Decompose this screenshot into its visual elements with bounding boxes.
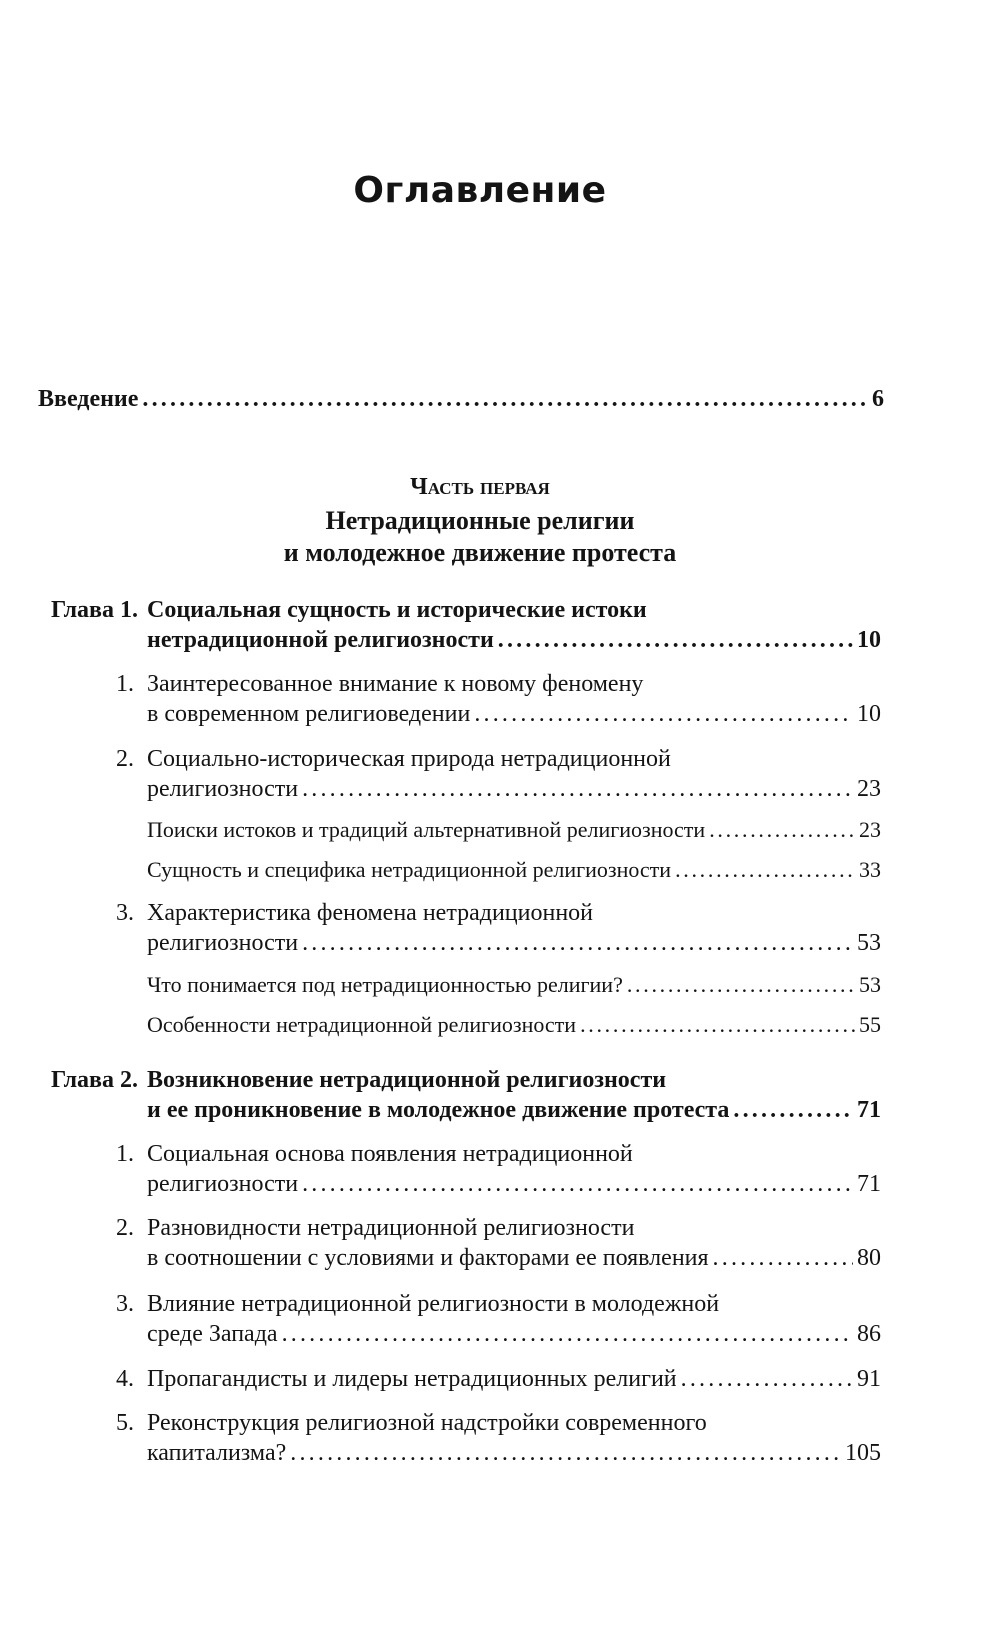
part-label: Часть первая xyxy=(410,474,550,500)
page-number: 55 xyxy=(859,1012,881,1037)
chapter-number: Глава 2. xyxy=(51,1067,138,1093)
subsection-title: Особенности нетрадиционной религиозности xyxy=(147,1012,577,1037)
page-number: 91 xyxy=(857,1366,881,1392)
chapter-number: Глава 1. xyxy=(51,597,138,623)
section-title-line2: среде Запада xyxy=(147,1321,278,1347)
section-title-line2: в современном религиоведении xyxy=(147,701,471,727)
toc-subsection[interactable] xyxy=(0,815,1000,845)
entry-label: Введение xyxy=(38,386,139,412)
section-number: 2. xyxy=(116,1215,134,1241)
chapter-title-line2: нетрадиционной религиозности xyxy=(147,627,494,653)
section-title-line1: Пропагандисты и лидеры нетрадиционных религий xyxy=(147,1366,677,1392)
leader-dots xyxy=(709,815,855,845)
page-number: 53 xyxy=(859,972,881,997)
leader-dots xyxy=(282,1319,853,1349)
page-title: Оглавление xyxy=(353,170,607,211)
page-number: 10 xyxy=(857,627,881,653)
chapter-title-line1: Социальная сущность и исторические истоки xyxy=(147,597,647,623)
leader-dots xyxy=(302,774,853,804)
part-title-line1: Нетрадиционные религии xyxy=(325,506,635,535)
subsection-title: Сущность и специфика нетрадиционной религиозности xyxy=(147,857,672,882)
leader-dots xyxy=(142,384,868,414)
section-number: 1. xyxy=(116,1141,134,1167)
toc-subsection[interactable] xyxy=(0,1010,1000,1040)
section-title-line2: религиозности xyxy=(147,930,299,956)
leader-dots xyxy=(580,1010,855,1040)
section-number: 2. xyxy=(116,746,134,772)
section-number: 5. xyxy=(116,1410,134,1436)
section-title-line2: капитализма? xyxy=(147,1440,287,1466)
section-number: 3. xyxy=(116,900,134,926)
page-number: 86 xyxy=(857,1321,881,1347)
section-title-line2: религиозности xyxy=(147,1171,299,1197)
section-title-line1: Заинтересованное внимание к новому феномену xyxy=(147,671,644,697)
leader-dots xyxy=(713,1243,853,1273)
toc-subsection[interactable] xyxy=(0,970,1000,1000)
leader-dots xyxy=(498,625,853,655)
page-number: 6 xyxy=(872,386,884,412)
page-number: 71 xyxy=(857,1097,881,1123)
page-number: 33 xyxy=(859,857,881,882)
leader-dots xyxy=(290,1438,841,1468)
leader-dots xyxy=(302,1169,853,1199)
page-number: 23 xyxy=(857,776,881,802)
section-number: 4. xyxy=(116,1366,134,1392)
toc-entry-introduction[interactable] xyxy=(0,384,1000,414)
section-number: 1. xyxy=(116,671,134,697)
subsection-title: Что понимается под нетрадиционностью религии? xyxy=(147,972,623,997)
leader-dots xyxy=(681,1364,853,1394)
leader-dots xyxy=(302,928,853,958)
page-number: 23 xyxy=(859,817,881,842)
page-number: 80 xyxy=(857,1245,881,1271)
section-number: 3. xyxy=(116,1291,134,1317)
page-number: 71 xyxy=(857,1171,881,1197)
leader-dots xyxy=(474,699,853,729)
chapter-title-line2: и ее проникновение в молодежное движение протеста xyxy=(147,1097,730,1123)
page-number: 10 xyxy=(857,701,881,727)
section-title-line2: религиозности xyxy=(147,776,299,802)
section-title-line1: Разновидности нетрадиционной религиозности xyxy=(147,1215,635,1241)
leader-dots xyxy=(627,970,855,1000)
page-number: 53 xyxy=(857,930,881,956)
section-title-line1: Социально-историческая природа нетрадиционной xyxy=(147,746,671,772)
toc-section-2-4[interactable] xyxy=(0,1364,1000,1394)
chapter-title-line1: Возникновение нетрадиционной религиозности xyxy=(147,1067,667,1093)
part-title-line2: и молодежное движение протеста xyxy=(283,538,677,567)
section-title-line2: в соотношении с условиями и факторами ее появления xyxy=(147,1245,709,1271)
section-title-line1: Социальная основа появления нетрадиционной xyxy=(147,1141,633,1167)
page-number: 105 xyxy=(845,1440,881,1466)
section-title-line1: Характеристика феномена нетрадиционной xyxy=(147,900,594,926)
leader-dots xyxy=(733,1095,853,1125)
section-title-line1: Влияние нетрадиционной религиозности в молодежной xyxy=(147,1291,720,1317)
subsection-title: Поиски истоков и традиций альтернативной религиозности xyxy=(147,817,706,842)
toc-subsection[interactable] xyxy=(0,855,1000,885)
leader-dots xyxy=(675,855,855,885)
section-title-line1: Реконструкция религиозной надстройки современного xyxy=(147,1410,707,1436)
